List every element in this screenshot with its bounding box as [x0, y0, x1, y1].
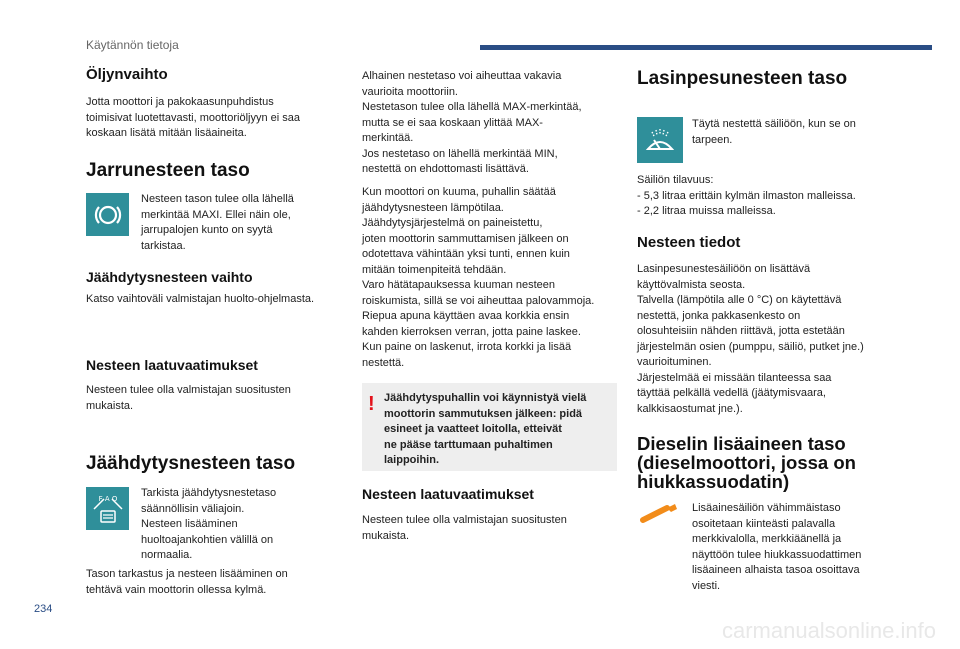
oil-change-text: Jotta moottori ja pakokaasunpuhdistus toimisivat luotettavasti, moottoriöljyyn ei saa koskaan lisätä mitään lisäaineita.: [86, 96, 300, 139]
washer-fluid-title: Lasinpesunesteen taso: [637, 68, 848, 89]
brake-fluid-title: Jarrunesteen taso: [86, 160, 250, 181]
hot-engine-text: Kun moottori on kuuma, puhallin säätää jäähdytysnesteen lämpötilaa. Jäähdytysjärjestelmä on paineistettu, joten moottorin sammuttamisen jälkeen on odotettava vähintään yksi tunti, ennen kuin mitään toimenpiteitä tehdään. Varo hätätapauksessa kuuman nesteen roiskumista, sillä se voi aiheuttaa palovammoja. Riepua apuna käyttäen avaa korkkia ensin kahden kierroksen verran, jotta paine laskee. Kun paine on laskenut, irrota korkki ja lisää nestettä.: [362, 186, 595, 369]
coolant-change-title: Jäähdytysnesteen vaihto: [86, 269, 253, 285]
coolant-level-title: Jäähdytysnesteen taso: [86, 453, 296, 474]
fluid-quality-title-2: Nesteen laatuvaatimukset: [362, 486, 534, 502]
brake-fluid-text: Nesteen tason tulee olla lähellä merkintää MAXI. Ellei näin ole, jarrupalojen kunto on syytä tarkistaa.: [141, 193, 294, 252]
fluid-quality-title: Nesteen laatuvaatimukset: [86, 357, 258, 373]
fluid-info-text: Lasinpesunestesäiliöön on lisättävä käyttövalmista seosta. Talvella (lämpötila alle 0 °C) on käytettävä nestettä, jonka pakkasenkesto on olosuhteisiin nähden riittävä, jotta estetään järjestelmän osien (pumppu, säiliö, putket jne.) vaurioituminen. Järjestelmää ei missään tilanteessa saa täyttää pelkällä vedellä (jäätymisvaara, kalkkisaostumat jne.).: [637, 263, 864, 415]
oil-change-title: Öljynvaihto: [86, 66, 168, 83]
coolant-cap-icon: [86, 487, 129, 530]
section-header: Käytännön tietoja: [86, 38, 179, 52]
coolant-level-note: Tason tarkastus ja nesteen lisääminen on tehtävä vain moottorin ollessa kylmä.: [86, 568, 288, 596]
diesel-additive-wrench-icon: [637, 500, 683, 524]
washer-icon: [637, 117, 683, 163]
page-number: 234: [34, 603, 53, 615]
coolant-warning-text: Alhainen nestetaso voi aiheuttaa vakavia vaurioita moottoriin. Nestetason tulee olla lähellä MAX-merkintää, mutta se ei saa koskaan ylittää MAX- merkintää. Jos nestetaso on lähellä merkintää MIN, nestettä on ehdottomasti lisättävä.: [362, 70, 582, 175]
fan-warning-text: Jäähdytyspuhallin voi käynnistyä vielä moottorin sammutuksen jälkeen: pidä esineet ja vaatteet loitolla, etteivät ne pääse tarttumaan puhaltimen laippoihin.: [384, 392, 587, 466]
fluid-quality-text: Nesteen tulee olla valmistajan suositusten mukaista.: [86, 384, 291, 412]
watermark: carmanualsonline.info: [721, 618, 936, 643]
coolant-level-text: Tarkista jäähdytysnestetaso säännöllisin väliajoin. Nesteen lisääminen huoltoajankohtien välillä on normaalia.: [141, 487, 277, 561]
svg-text:F A O: F A O: [98, 494, 117, 503]
diesel-additive-text: Lisäainesäiliön vähimmäistaso osoitetaan kiinteästi palavalla merkkivalolla, merkkiäänellä ja näyttöön tulee hiukkassuodattimen lisäaineen alhaista tasoa osoittava viesti.: [692, 502, 862, 592]
fluid-info-title: Nesteen tiedot: [637, 234, 741, 251]
fluid-quality-text-2: Nesteen tulee olla valmistajan suositusten mukaista.: [362, 514, 567, 542]
washer-fluid-text: Täytä nestettä säiliöön, kun se on tarpeen.: [692, 118, 856, 146]
warning-exclamation-icon: !: [368, 393, 375, 415]
coolant-change-text: Katso vaihtoväli valmistajan huolto-ohjelmasta.: [86, 293, 315, 305]
diesel-additive-title: Dieselin lisäaineen taso (dieselmoottori, jossa on hiukkassuodatin): [637, 433, 856, 492]
brake-warning-icon: [86, 193, 129, 236]
fan-warning-box: [362, 383, 617, 471]
header-bar: [480, 45, 932, 50]
washer-capacity-text: Säiliön tilavuus: - 5,3 litraa erittäin kylmän ilmaston malleissa. - 2,2 litraa muissa malleissa.: [637, 174, 856, 217]
